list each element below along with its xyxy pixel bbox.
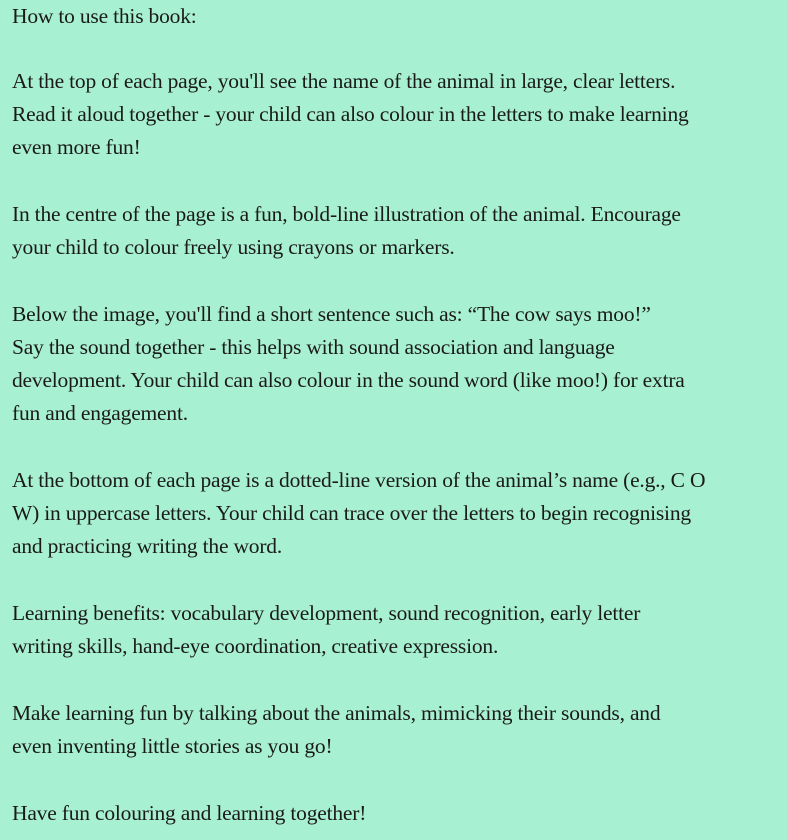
paragraph-line: Learning benefits: vocabulary development, sound recognition, early letter — [12, 601, 641, 625]
paragraph-line: W) in uppercase letters. Your child can trace over the letters to begin recognising — [12, 501, 691, 525]
paragraph-line: At the top of each page, you'll see the name of the animal in large, clear letters. — [12, 69, 676, 93]
paragraph-line: Make learning fun by talking about the animals, mimicking their sounds, and — [12, 701, 661, 725]
paragraph-line: Read it aloud together - your child can also colour in the letters to make learning — [12, 102, 689, 126]
paragraph-line: even more fun! — [12, 135, 141, 159]
paragraph-line: your child to colour freely using crayons or markers. — [12, 235, 455, 259]
page-heading: How to use this book: — [12, 4, 197, 28]
paragraph-line: writing skills, hand-eye coordination, creative expression. — [12, 634, 499, 658]
paragraph-line: fun and engagement. — [12, 401, 188, 425]
paragraph-line: Below the image, you'll find a short sentence such as: “The cow says moo!” — [12, 302, 651, 326]
paragraph-line: Have fun colouring and learning together! — [12, 801, 367, 825]
paragraph-line: At the bottom of each page is a dotted-line version of the animal’s name (e.g., C O — [12, 468, 706, 492]
paragraph-line: In the centre of the page is a fun, bold-line illustration of the animal. Encourage — [12, 202, 681, 226]
paragraph-line: Say the sound together - this helps with sound association and language — [12, 335, 615, 359]
paragraph-line: and practicing writing the word. — [12, 534, 283, 558]
paragraph-line: development. Your child can also colour in the sound word (like moo!) for extra — [12, 368, 685, 392]
paragraph-line: even inventing little stories as you go! — [12, 734, 333, 758]
